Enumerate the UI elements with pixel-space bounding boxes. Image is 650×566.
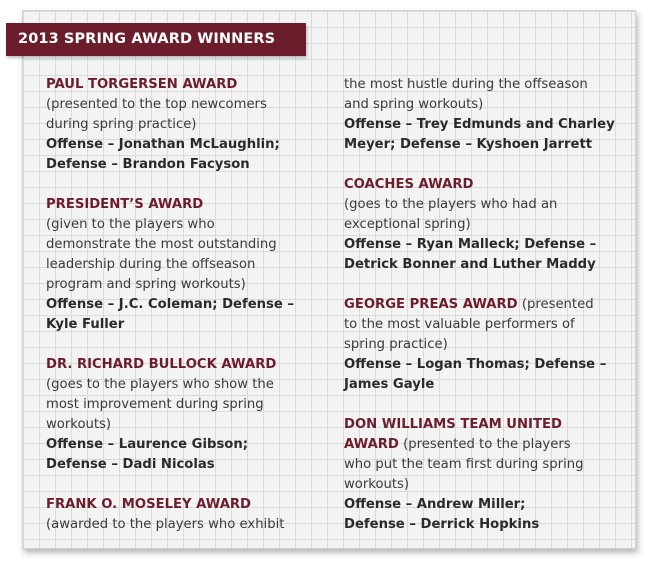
award-winners: James Gayle [344,377,435,392]
award-winners: Defense – Derrick Hopkins [344,517,540,532]
award-winners: Offense – Laurence Gibson; [46,437,249,452]
award-description: spring practice) [344,337,448,352]
award-title: AWARD [344,437,399,452]
award-winners: Detrick Bonner and Luther Maddy [344,257,596,272]
award-coaches [344,175,634,275]
award-paul-torgersen [46,75,331,175]
award-winners: Kyle Fuller [46,317,125,332]
award-description: (goes to the players who show the [46,377,274,392]
award-title: FRANK O. MOSELEY AWARD [46,497,252,512]
award-presidents [46,195,331,335]
right-column [344,75,634,555]
award-description: most improvement during spring [46,397,264,412]
award-title: DON WILLIAMS TEAM UNITED [344,417,562,432]
award-description: the most hustle during the offseason [344,77,588,92]
award-title: GEORGE PREAS AWARD [344,297,518,312]
award-description: to the most valuable performers of [344,317,575,332]
award-winners: Offense – Trey Edmunds and Charley [344,117,615,132]
award-don-williams [344,415,634,535]
left-column [46,75,331,555]
award-winners: Meyer; Defense – Kyshoen Jarrett [344,137,593,152]
award-description: (presented to the players [398,437,571,452]
award-winners: Offense – Andrew Miller; [344,497,526,512]
award-winners: Offense – Ryan Malleck; Defense – [344,237,597,252]
award-description: exceptional spring) [344,217,471,232]
award-frank-moseley [46,495,331,535]
award-winners: Offense – Logan Thomas; Defense – [344,357,607,372]
award-description: (goes to the players who had an [344,197,558,212]
award-description: program and spring workouts) [46,277,246,292]
award-richard-bullock [46,355,331,475]
award-winners: Offense – J.C. Coleman; Defense – [46,297,295,312]
award-title: PAUL TORGERSEN AWARD [46,77,238,92]
award-description: (given to the players who [46,217,215,232]
page-title: 2013 SPRING AWARD WINNERS [6,23,306,56]
award-frank-moseley-continued [344,75,634,155]
award-description: who put the team first during spring [344,457,584,472]
award-title-line [344,435,634,455]
award-winners: Defense – Brandon Facyson [46,157,250,172]
award-description: during spring practice) [46,117,197,132]
award-description: leadership during the offseason [46,257,256,272]
award-title: DR. RICHARD BULLOCK AWARD [46,357,277,372]
award-title: COACHES AWARD [344,177,474,192]
award-title-line [344,295,634,315]
award-description: workouts) [46,417,112,432]
award-description: (presented to the top newcomers [46,97,267,112]
award-winners: Offense – Jonathan McLaughlin; [46,137,280,152]
award-description: (awarded to the players who exhibit [46,517,285,532]
award-description: workouts) [344,477,410,492]
award-george-preas [344,295,634,395]
award-description: (presented [517,297,594,312]
award-description: and spring workouts) [344,97,484,112]
award-description: demonstrate the most outstanding [46,237,277,252]
award-winners: Defense – Dadi Nicolas [46,457,215,472]
award-title: PRESIDENT’S AWARD [46,197,204,212]
